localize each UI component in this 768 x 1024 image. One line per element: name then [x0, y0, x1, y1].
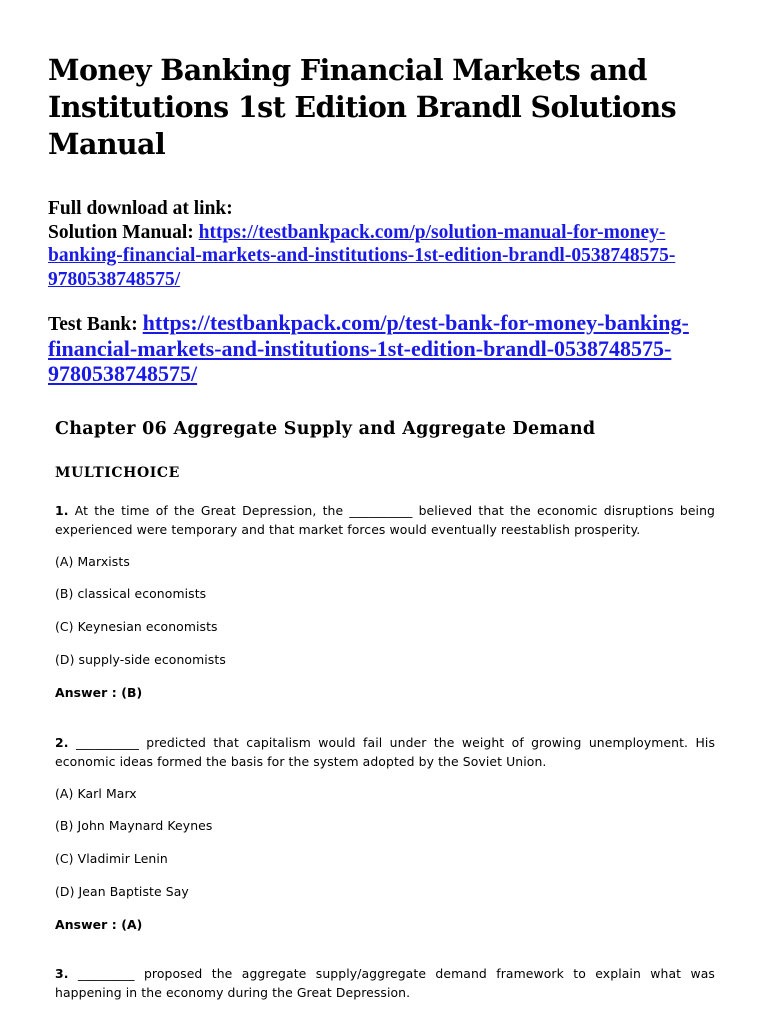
question-1-text: [55, 501, 715, 539]
test-bank-block: [48, 311, 738, 388]
test-bank-link[interactable]: https://testbankpack.com/p/test-bank-for-money-banking-financial-markets-and-institutions-1st-edition-brandl-0538748575-9780538748575/: [48, 310, 689, 386]
option-d: (D) Jean Baptiste Say: [55, 884, 189, 899]
question-number: 1.: [55, 503, 69, 518]
option-c: (C) Keynesian economists: [55, 619, 218, 634]
document-title: Money Banking Financial Markets and Institutions 1st Edition Brandl Solutions Manual: [48, 53, 677, 161]
question-number: 3.: [55, 966, 69, 981]
option-a: (A) Marxists: [55, 554, 130, 569]
question-stem: At the time of the Great Depression, the __________ believed that the economic disruptions being experienced were temporary and that market forces would eventually reestablish prosperity.: [55, 503, 716, 537]
option-c: (C) Vladimir Lenin: [55, 851, 168, 866]
solution-manual-link[interactable]: https://testbankpack.com/p/solution-manual-for-money-banking-financial-markets-and-institutions-1st-edition-brandl-0538748575-9780538748575/: [48, 221, 676, 290]
question-number: 2.: [55, 735, 69, 750]
answer-line: Answer : (A): [55, 917, 143, 932]
download-heading: Full download at link:: [48, 198, 233, 219]
question-3-text: [55, 964, 715, 1002]
option-d: (D) supply-side economists: [55, 652, 226, 667]
question-stem: _________ proposed the aggregate supply/aggregate demand framework to explain what was happening in the economy during the Great Depression.: [55, 966, 715, 1000]
option-a: (A) Karl Marx: [55, 786, 137, 801]
answer-line: Answer : (B): [55, 685, 143, 700]
test-bank-label: Test Bank:: [48, 314, 138, 335]
option-b: (B) classical economists: [55, 586, 207, 601]
download-block: [48, 197, 738, 291]
section-heading: MULTICHOICE: [55, 465, 180, 481]
chapter-heading: Chapter 06 Aggregate Supply and Aggregate Demand: [55, 419, 596, 439]
solution-manual-label: Solution Manual:: [48, 221, 194, 243]
question-stem: __________ predicted that capitalism would fail under the weight of growing unemployment. His economic ideas formed the basis for the system adopted by the Soviet Union.: [55, 735, 716, 769]
question-2-text: [55, 733, 715, 771]
option-b: (B) John Maynard Keynes: [55, 818, 213, 833]
